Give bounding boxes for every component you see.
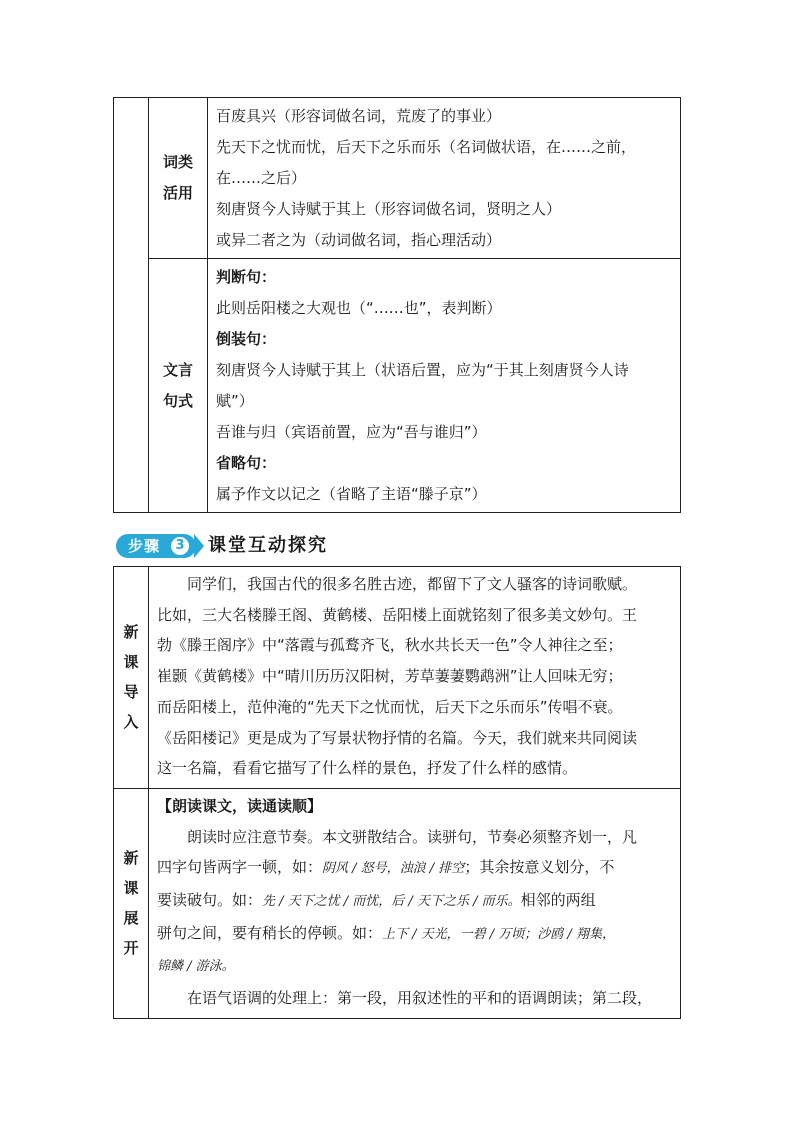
paragraph-line: 这一名篇，看看它描写了什么样的景色，抒发了什么样的感情。 (157, 759, 578, 778)
section-label-char: 新 (123, 849, 139, 868)
step-label: 步骤 (128, 537, 161, 555)
section-content-cell (149, 567, 681, 789)
example-text: 上下 / 天光，一碧 / 万顷；沙鸥 / 翔集， (382, 926, 615, 942)
row-label: 文言 (162, 360, 193, 379)
table-row (114, 788, 681, 1018)
paragraph-line: 勃《滕王阁序》中“落霞与孤鹜齐飞，秋水共长天一色”令人神往之至； (157, 636, 623, 655)
row-label-cell (149, 259, 208, 513)
step-arrow-icon (194, 534, 204, 558)
section-content-cell (149, 788, 681, 1018)
section-label-char: 开 (123, 939, 139, 958)
paragraph-line (157, 852, 674, 885)
content-line: 或异二者之为（动词做名词，指心理活动） (216, 231, 502, 249)
section-label-cell (114, 788, 149, 1018)
section-label-char: 展 (123, 909, 139, 928)
content-line: 刻唐贤今人诗赋于其上（形容词做名词，贤明之人） (216, 200, 562, 218)
content-line: 先天下之忧而忧，后天下之乐而乐（名词做状语，在……之前， (216, 138, 637, 156)
paragraph-line: 而岳阳楼上，范仲淹的“先天下之忧而忧，后天下之乐而乐”传唱不衰。 (157, 697, 623, 716)
paragraph-line: 比如，三大名楼滕王阁、黄鹤楼、岳阳楼上面就铭刻了很多美文妙句。王 (157, 605, 638, 624)
content-line: 此则岳阳楼之大观也（“……也”，表判断） (216, 299, 502, 317)
example-text: 锦鳞 / 游泳。 (157, 959, 235, 975)
sentence-type-heading: 省略句： (216, 454, 277, 472)
content-line: 百废具兴（形容词做名词，荒废了的事业） (216, 107, 502, 125)
section-heading: 【朗读课文，读通读顺】 (157, 796, 323, 815)
step-number-icon: 3 (171, 537, 189, 555)
sentence-type-heading: 判断句： (216, 268, 277, 286)
paragraph-line (157, 918, 674, 951)
example-text: 先 / 天下之忧 / 而忧，后 / 天下之乐 / 而乐。 (262, 894, 521, 910)
outer-category-cell (114, 98, 149, 513)
step-header (116, 532, 356, 560)
section-label-cell (114, 567, 149, 789)
paragraph-line: 崔颢《黄鹤楼》中“晴川历历汉阳树，芳草萋萋鹦鹉洲”让人回味无穷； (157, 667, 623, 686)
paragraph-line: 朗读时应注意节奏。本文骈散结合。读骈句，节奏必须整齐划一，凡 (187, 827, 638, 846)
text-span: 四字句皆两字一顿，如： (157, 858, 323, 877)
row-label-cell (149, 98, 208, 259)
table-row (114, 259, 681, 513)
step-title: 课堂互动探究 (208, 535, 328, 556)
text-span: 相邻的两组 (520, 891, 596, 910)
text-span: 要读破句。如： (157, 891, 263, 910)
row-content-cell (208, 259, 681, 513)
text-span: ；其余按意义划分，不 (464, 858, 615, 877)
section-label-char: 课 (123, 653, 139, 672)
section-label-char: 导 (123, 683, 139, 702)
table-row (114, 98, 681, 259)
paragraph-line: 同学们，我国古代的很多名胜古迹，都留下了文人骚客的诗词歌赋。 (187, 575, 638, 593)
content-line: 赋”） (216, 392, 254, 410)
content-line: 属予作文以记之（省略了主语“滕子京”） (216, 485, 487, 503)
content-line: 吾谁与归（宾语前置，应为“吾与谁归”） (216, 423, 487, 441)
row-content-cell (208, 98, 681, 259)
paragraph-line: 《岳阳楼记》更是成为了写景状物抒情的名篇。今天，我们就来共同阅读 (157, 728, 638, 747)
paragraph-line (157, 950, 674, 983)
paragraph-line: 在语气语调的处理上：第一段，用叙述性的平和的语调朗读；第二段， (187, 989, 653, 1008)
lesson-table (113, 566, 681, 1019)
section-label-char: 新 (123, 623, 139, 642)
example-text: 阴风 / 怒号，浊浪 / 排空 (322, 861, 465, 877)
section-label-char: 课 (123, 879, 139, 898)
paragraph-line (157, 885, 674, 918)
text-span: 骈句之间，要有稍长的停顿。如： (157, 923, 383, 942)
section-label-char: 入 (123, 713, 139, 732)
row-label: 句式 (162, 391, 193, 410)
content-line: 在……之后） (216, 169, 307, 187)
row-label: 词类 (162, 153, 193, 171)
content-line: 刻唐贤今人诗赋于其上（状语后置，应为“于其上刻唐贤今人诗 (216, 361, 629, 379)
sentence-type-heading: 倒装句： (216, 330, 277, 348)
step-badge (116, 534, 196, 558)
table-row (114, 567, 681, 789)
row-label: 活用 (162, 184, 193, 202)
grammar-table (113, 97, 681, 513)
